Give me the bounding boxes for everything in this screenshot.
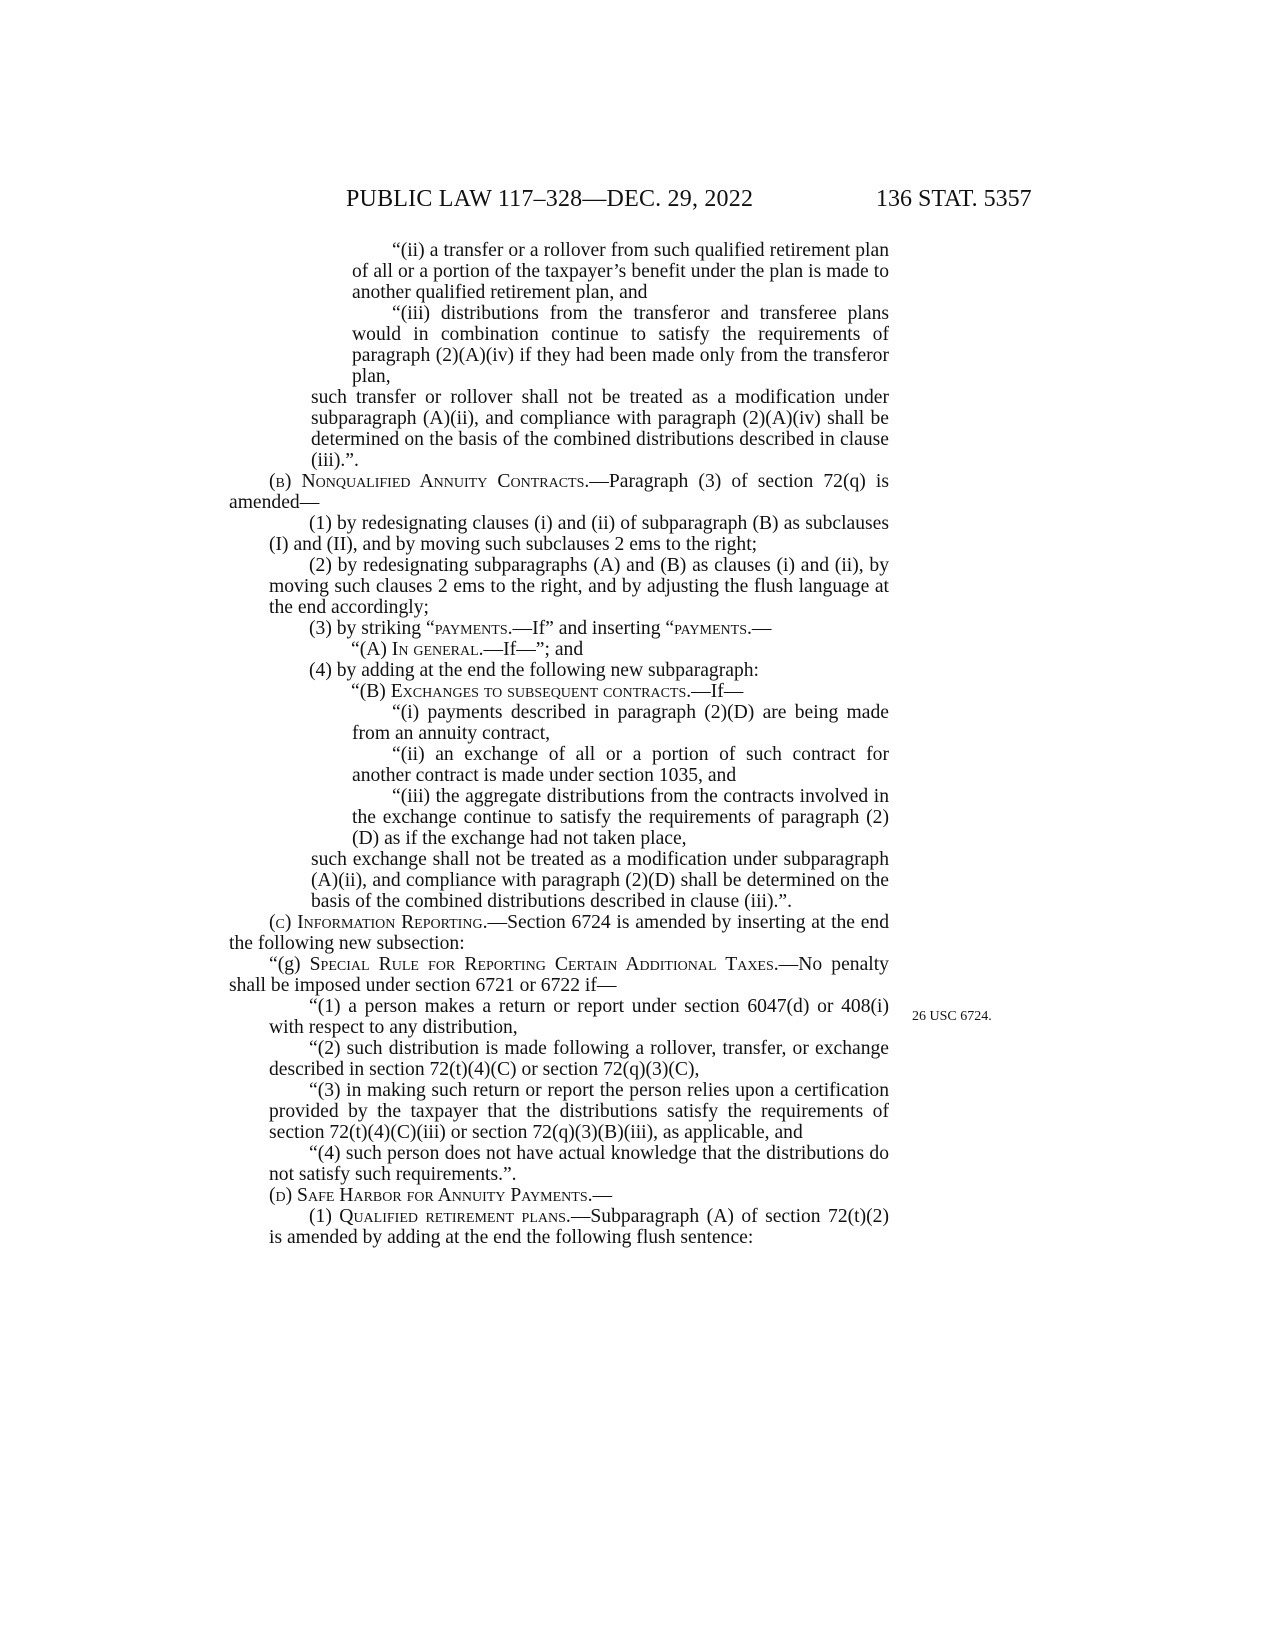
subsection-d-text: —: [592, 1185, 613, 1206]
subparagraph-b-heading: Exchanges to subsequent contracts: [390, 681, 687, 702]
subsection-d-heading: (d) Safe Harbor for Annuity Payments.: [269, 1185, 593, 1206]
page-header-stat: 136 STAT. 5357: [876, 186, 1032, 212]
d-paragraph-1: [229, 1206, 889, 1248]
subsection-c-heading: (c) Information Reporting.: [269, 912, 488, 933]
subsection-g-label: “(g): [269, 954, 310, 975]
clause-iii-b: “(iii) the aggregate distributions from the contracts involved in the exchange continue to satisfy the requirements of paragraph (2)(D) as if the exchange had not taken place,: [352, 786, 889, 849]
subsection-b-text: —Paragraph (3) of section 72(q) is amended—: [229, 471, 889, 513]
paragraph-2: (2) by redesignating subparagraphs (A) and (B) as clauses (i) and (ii), by moving such clauses 2 ems to the right, and by adjusting the flush language at the end accordingly;: [269, 555, 889, 618]
d-paragraph-1-text: —Subparagraph (A) of section 72(t)(2) is amended by adding at the end the following flush sentence:: [269, 1206, 889, 1248]
d-paragraph-1-heading: (1) Qualified retirement plans.: [309, 1206, 571, 1227]
subparagraph-b: [229, 681, 889, 702]
g-paragraph-3: “(3) in making such return or report the person relies upon a certification provided by the taxpayer that the distributions satisfy the requirements of section 72(t)(4)(C)(iii) or section 72(q)(3)(B)(iii), as applicable, and: [269, 1080, 889, 1143]
flush-text-b: such exchange shall not be treated as a modification under subparagraph (A)(ii), and compliance with paragraph (2)(D) shall be determined on the basis of the combined distributions described in clause (iii).”.: [311, 849, 889, 912]
flush-text: such transfer or rollover shall not be treated as a modification under subparagraph (A)(ii), and compliance with paragraph (2)(A)(iv) shall be determined on the basis of the combined distributions described in clause (iii).”.: [311, 387, 889, 471]
g-paragraph-2: “(2) such distribution is made following a rollover, transfer, or exchange described in section 72(t)(4)(C) or section 72(q)(3)(C),: [269, 1038, 889, 1080]
subsection-g-text: —No penalty shall be imposed under section 6721 or 6722 if—: [229, 954, 889, 996]
g-paragraph-1: “(1) a person makes a return or report under section 6047(d) or 408(i) with respect to any distribution,: [269, 996, 889, 1038]
subparagraph-a-text: .—If—”; and: [478, 639, 584, 660]
subsection-b-heading: (b) Nonqualified Annuity Contracts.: [269, 471, 590, 492]
subsection-c: [229, 912, 889, 954]
margin-citation-note: 26 USC 6724.: [912, 1009, 992, 1024]
subsection-g-heading: Special Rule for Reporting Certain Additional Taxes.: [309, 954, 779, 975]
subparagraph-a-heading: In general: [391, 639, 479, 660]
g-paragraph-4: “(4) such person does not have actual knowledge that the distributions do not satisfy such requirements.”.: [269, 1143, 889, 1185]
paragraph-3-text-c: .—: [747, 618, 772, 639]
subparagraph-a-label: “(A): [351, 639, 392, 660]
subsection-b: [229, 471, 889, 513]
paragraph-3: [229, 618, 889, 639]
subparagraph-b-text: .—If—: [686, 681, 744, 702]
page-header-title: PUBLIC LAW 117–328—DEC. 29, 2022: [346, 186, 754, 212]
subparagraph-b-label: “(B): [351, 681, 391, 702]
document-body: [229, 240, 889, 1248]
clause-iii: “(iii) distributions from the transferor and transferee plans would in combination continue to satisfy the requirements of paragraph (2)(A)(iv) if they had been made only from the transferor plan,: [352, 303, 889, 387]
paragraph-1: (1) by redesignating clauses (i) and (ii) of subparagraph (B) as subclauses (I) and (II), and by moving such subclauses 2 ems to the right;: [269, 513, 889, 555]
paragraph-3-text-b: .—If” and inserting “: [507, 618, 675, 639]
clause-ii-b: “(ii) an exchange of all or a portion of such contract for another contract is made under section 1035, and: [352, 744, 889, 786]
paragraph-4: (4) by adding at the end the following new subparagraph:: [309, 660, 759, 681]
clause-i-b: “(i) payments described in paragraph (2)(D) are being made from an annuity contract,: [352, 702, 889, 744]
subparagraph-a: [229, 639, 889, 660]
subsection-g: [229, 954, 889, 996]
paragraph-3-sc-a: payments: [434, 618, 508, 639]
clause-ii: “(ii) a transfer or a rollover from such qualified retirement plan of all or a portion of the taxpayer’s benefit under the plan is made to another qualified retirement plan, and: [352, 240, 889, 303]
paragraph-3-sc-b: payments: [674, 618, 747, 639]
subsection-d: [229, 1185, 889, 1206]
paragraph-3-text-a: (3) by striking “: [309, 618, 435, 639]
subsection-c-text: —Section 6724 is amended by inserting at the end the following new subsection:: [229, 912, 890, 954]
